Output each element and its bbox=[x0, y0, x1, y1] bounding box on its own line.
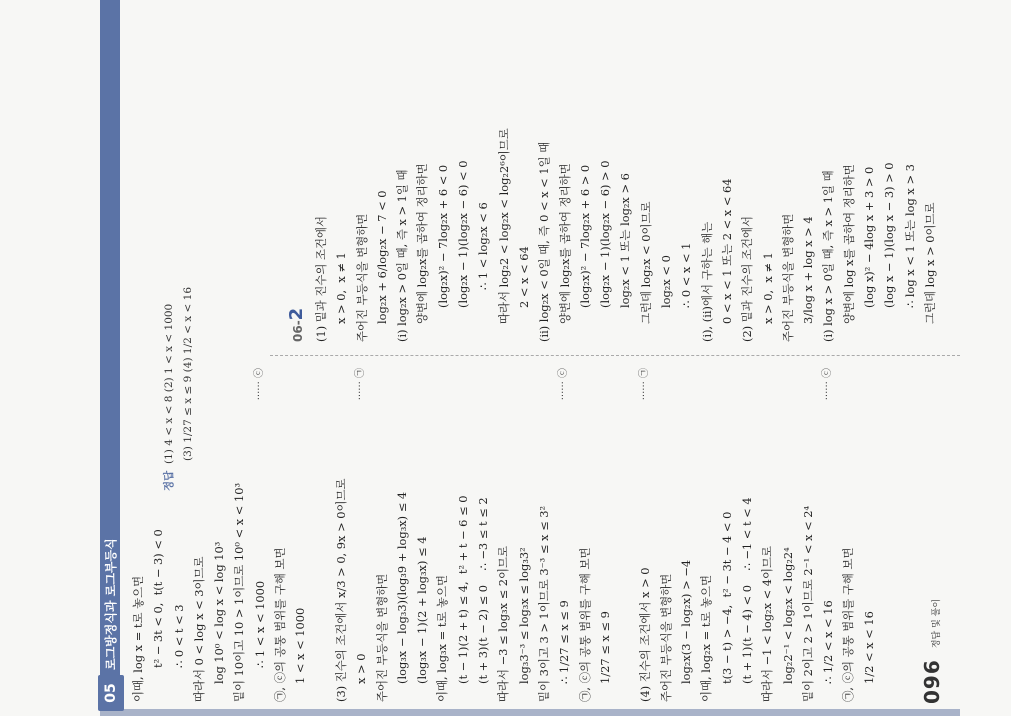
solution-line-text: (2) 밑과 진수의 조건에서 bbox=[740, 215, 755, 342]
solution-line bbox=[798, 368, 818, 702]
equation-tag: ······ ⓒ bbox=[558, 368, 570, 401]
solution-line-text: 밑이 2이고 2 > 1이므로 2⁻¹ < x < 2⁴ bbox=[800, 505, 815, 702]
solution-line-text: (log₂x − 1)(log₂x − 6) < 0 bbox=[456, 160, 471, 308]
solution-line-text: (log x)² − 4log x + 3 > 0 bbox=[862, 166, 877, 308]
solution-line bbox=[372, 8, 392, 342]
solution-line bbox=[352, 8, 372, 342]
solution-line-text: log₂x + 6/log₂x − 7 < 0 bbox=[374, 190, 389, 324]
solution-line bbox=[311, 8, 331, 342]
solution-line-text: 주어진 부등식을 변형하면 bbox=[658, 573, 673, 702]
solution-line-text: (ⅰ) log₂x > 0일 때, 즉 x > 1일 때 bbox=[395, 169, 410, 342]
solution-line-text: log 10⁰ < log x < log 10³ bbox=[212, 541, 227, 684]
solution-line-text: 3/log x + log x > 4 bbox=[801, 216, 816, 324]
solution-line-text: (log₂x − 1)(log₂x − 6) > 0 bbox=[598, 160, 613, 308]
solution-line bbox=[636, 8, 656, 342]
solution-line-text: (log₃x − 1)(2 + log₃x) ≤ 4 bbox=[415, 536, 430, 684]
solution-line-text: x > 0, x ≠ 1 bbox=[334, 252, 349, 324]
solution-line bbox=[717, 8, 737, 342]
solution-line-text: 밑이 10이고 10 > 1이므로 10⁰ < x < 10³ bbox=[232, 482, 247, 702]
solution-line-text: (t − 1)(2 + t) ≤ 4, t² + t − 6 ≤ 0 bbox=[455, 495, 470, 684]
solution-line bbox=[331, 368, 351, 702]
solution-line-text: 그런데 log x > 0이므로 bbox=[922, 202, 937, 324]
solution-line bbox=[635, 368, 655, 702]
answer-box bbox=[160, 287, 198, 491]
solution-line bbox=[514, 8, 534, 342]
solution-line bbox=[128, 368, 148, 702]
solution-line-text: (log₃x − log₃3)(log₃9 + log₃x) ≤ 4 bbox=[394, 491, 409, 684]
solution-line bbox=[453, 368, 473, 702]
solution-line-text: 따라서 0 < log x < 3이므로 bbox=[191, 556, 206, 702]
solution-line-text: ㉠, ⓒ의 공통 범위를 구해 보면 bbox=[841, 547, 856, 702]
solution-line-text: 주어진 부등식을 변형하면 bbox=[780, 213, 795, 342]
solution-line-text: ∴ 0 < x < 1 bbox=[679, 242, 694, 308]
solution-line bbox=[717, 368, 737, 702]
solution-line-text: ∴ 1 < log₂x < 6 bbox=[476, 202, 491, 290]
solution-line bbox=[412, 8, 432, 342]
problem-prefix: 06- bbox=[291, 320, 305, 342]
solution-line-text: log₂2⁻¹ < log₂x < log₂2⁴ bbox=[780, 547, 795, 684]
solution-line bbox=[494, 8, 514, 342]
solution-line-text: 이때, log x = t로 놓으면 bbox=[131, 575, 145, 702]
solution-line bbox=[676, 368, 696, 702]
solution-line bbox=[595, 8, 615, 342]
solution-line bbox=[697, 8, 717, 342]
solution-column-left bbox=[128, 368, 879, 702]
solution-line bbox=[392, 8, 412, 342]
solution-line-text: t(3 − t) > −4, t² − 3t − 4 < 0 bbox=[719, 511, 734, 684]
solution-line bbox=[676, 8, 696, 342]
solution-line-text: x > 0 bbox=[354, 653, 369, 684]
problem-number bbox=[285, 8, 309, 342]
solution-line-text: (t + 3)(t − 2) ≤ 0 ∴ −3 ≤ t ≤ 2 bbox=[476, 497, 491, 684]
solution-line-text: (log₂x)² − 7log₂x + 6 > 0 bbox=[577, 164, 592, 308]
chapter-title: 로그방정식과 로그부등식 bbox=[104, 538, 118, 670]
answer-line-1: (1) 4 < x < 8 (2) 1 < x < 1000 bbox=[163, 303, 175, 465]
solution-line-text: t² − 3t < 0, t(t − 3) < 0 bbox=[151, 529, 166, 668]
solution-line bbox=[331, 8, 351, 342]
solution-line bbox=[656, 368, 676, 702]
solution-line-text: 그런데 log₂x < 0이므로 bbox=[638, 201, 653, 324]
solution-line bbox=[798, 8, 818, 342]
solution-line bbox=[920, 8, 940, 342]
solution-line-text: 1 < x < 1000 bbox=[293, 607, 308, 684]
solution-line bbox=[270, 368, 290, 702]
solution-line-text: (t + 1)(t − 4) < 0 ∴ −1 < t < 4 bbox=[739, 497, 754, 684]
solution-line-text: log₃3⁻³ ≤ log₃x ≤ log₃3² bbox=[516, 547, 531, 684]
solution-line bbox=[412, 368, 432, 702]
solution-line-text: 주어진 부등식을 변형하면 bbox=[354, 213, 369, 342]
solution-line bbox=[838, 368, 858, 702]
solution-line-text: log₂x(3 − log₂x) > −4 bbox=[679, 559, 694, 684]
solution-line bbox=[433, 8, 453, 342]
solution-line bbox=[290, 368, 310, 702]
solution-line-text: ∴ 1 < x < 1000 bbox=[252, 580, 267, 668]
answer-line-2: (3) 1/27 ≤ x ≤ 9 (4) 1/2 < x < 16 bbox=[182, 286, 194, 461]
solution-line-text: ∴ log x < 1 또는 log x > 3 bbox=[902, 164, 917, 308]
solution-line-text: ㉠, ⓒ의 공통 범위를 구해 보면 bbox=[577, 547, 592, 702]
solution-line bbox=[595, 368, 615, 702]
solution-line-text: 양변에 log₂x를 곱하여 정리하면 bbox=[415, 163, 430, 324]
page-number: 096 bbox=[920, 659, 944, 704]
answer-label: 정답 bbox=[163, 470, 175, 491]
solution-line-text: 밑이 3이고 3 > 1이므로 3⁻³ ≤ x ≤ 3² bbox=[536, 505, 551, 702]
solution-line bbox=[778, 368, 798, 702]
solution-line bbox=[473, 8, 493, 342]
solution-line bbox=[311, 368, 331, 702]
solution-line-text: 1/2 < x < 16 bbox=[861, 611, 876, 684]
solution-line bbox=[737, 368, 757, 702]
solution-line-text: (1) 밑과 진수의 조건에서 bbox=[314, 215, 328, 342]
solution-line bbox=[209, 368, 229, 702]
footer-label: 정답 및 풀이 bbox=[932, 598, 942, 649]
solution-line-text: x > 0, x ≠ 1 bbox=[760, 252, 775, 324]
solution-line bbox=[818, 368, 838, 702]
solution-line-text: 따라서 −1 < log₂x < 4이므로 bbox=[760, 545, 775, 702]
solution-line-text: 2 < x < 64 bbox=[516, 246, 531, 308]
solution-line bbox=[737, 8, 757, 342]
solution-line-text: (3) 진수의 조건에서 x/3 > 0, 9x > 0이므로 bbox=[333, 478, 348, 702]
solution-line bbox=[555, 8, 575, 342]
solution-line bbox=[534, 8, 554, 342]
solution-line bbox=[615, 368, 635, 702]
solution-line-text: 0 < x < 1 또는 2 < x < 64 bbox=[719, 178, 734, 324]
equation-tag: ······ ㉠ bbox=[639, 368, 651, 401]
solution-line bbox=[351, 368, 371, 702]
solution-line bbox=[432, 368, 452, 702]
solution-line-text: 이때, log₂x = t로 놓으면 bbox=[699, 574, 714, 702]
solution-line-text: 1/27 ≤ x ≤ 9 bbox=[597, 611, 612, 684]
solution-line bbox=[372, 368, 392, 702]
solution-line-text: 양변에 log x를 곱하여 정리하면 bbox=[841, 164, 856, 324]
solution-line bbox=[818, 8, 838, 342]
solution-line-text: log₂x < 0 bbox=[659, 255, 674, 308]
equation-tag: ······ ⓒ bbox=[822, 368, 834, 401]
solution-line-text: 따라서 log₂2 < log₂x < log₂2⁶이므로 bbox=[496, 128, 511, 324]
solution-line-text: 양변에 log₂x를 곱하여 정리하면 bbox=[557, 163, 572, 324]
solution-line bbox=[778, 8, 798, 342]
solution-line-text: 이때, log₃x = t로 놓으면 bbox=[435, 574, 450, 702]
solution-line-text: (ⅰ) log x > 0일 때, 즉 x > 1일 때 bbox=[821, 170, 836, 342]
solution-line bbox=[493, 368, 513, 702]
solution-line bbox=[757, 368, 777, 702]
column-divider bbox=[270, 355, 960, 356]
solution-column-right bbox=[285, 8, 940, 342]
solution-line-text: ∴ 1/27 ≤ x ≤ 9 bbox=[557, 600, 572, 684]
solution-line bbox=[859, 368, 879, 702]
solution-line bbox=[879, 8, 899, 342]
solution-lines-right bbox=[311, 8, 940, 342]
solution-line bbox=[250, 368, 270, 702]
solution-line bbox=[514, 368, 534, 702]
solution-line-text: 따라서 −3 ≤ log₃x ≤ 2이므로 bbox=[496, 545, 511, 702]
page-footer bbox=[920, 599, 944, 704]
solution-line bbox=[839, 8, 859, 342]
solution-line-text: 주어진 부등식을 변형하면 bbox=[374, 573, 389, 702]
solution-line-text: (log x − 1)(log x − 3) > 0 bbox=[882, 162, 897, 308]
solution-line bbox=[453, 8, 473, 342]
solution-line bbox=[859, 8, 879, 342]
equation-tag: ······ ㉠ bbox=[355, 368, 367, 401]
solution-line-text: (log₂x)² − 7log₂x + 6 < 0 bbox=[435, 164, 450, 308]
solution-line bbox=[575, 8, 595, 342]
chapter-number-badge: 05 bbox=[98, 675, 124, 711]
solution-line-text: log₂x < 1 또는 log₂x > 6 bbox=[618, 173, 633, 308]
solution-line bbox=[696, 368, 716, 702]
solution-line bbox=[615, 8, 635, 342]
solution-line bbox=[392, 368, 412, 702]
solution-line-text: ㉠, ⓒ의 공통 범위를 구해 보면 bbox=[273, 547, 288, 702]
problem-number-digit: 2 bbox=[286, 307, 307, 321]
solution-line bbox=[554, 368, 574, 702]
solution-line bbox=[758, 8, 778, 342]
left-margin-band bbox=[100, 709, 960, 716]
equation-tag: ······ ⓒ bbox=[253, 368, 265, 401]
solution-line-text: (4) 진수의 조건에서 x > 0 bbox=[638, 567, 653, 702]
solution-line bbox=[900, 8, 920, 342]
solution-line-text: (ⅰ), (ⅱ)에서 구하는 해는 bbox=[699, 221, 714, 342]
solution-line bbox=[656, 8, 676, 342]
solution-line bbox=[575, 368, 595, 702]
solution-line bbox=[534, 368, 554, 702]
solution-line-text: (ⅱ) log₂x < 0일 때, 즉 0 < x < 1일 때 bbox=[537, 141, 552, 342]
solution-line bbox=[473, 368, 493, 702]
solution-line-text: ∴ 1/2 < x < 16 bbox=[821, 600, 836, 684]
solution-line-text: ∴ 0 < t < 3 bbox=[171, 604, 186, 668]
solution-line bbox=[229, 368, 249, 702]
